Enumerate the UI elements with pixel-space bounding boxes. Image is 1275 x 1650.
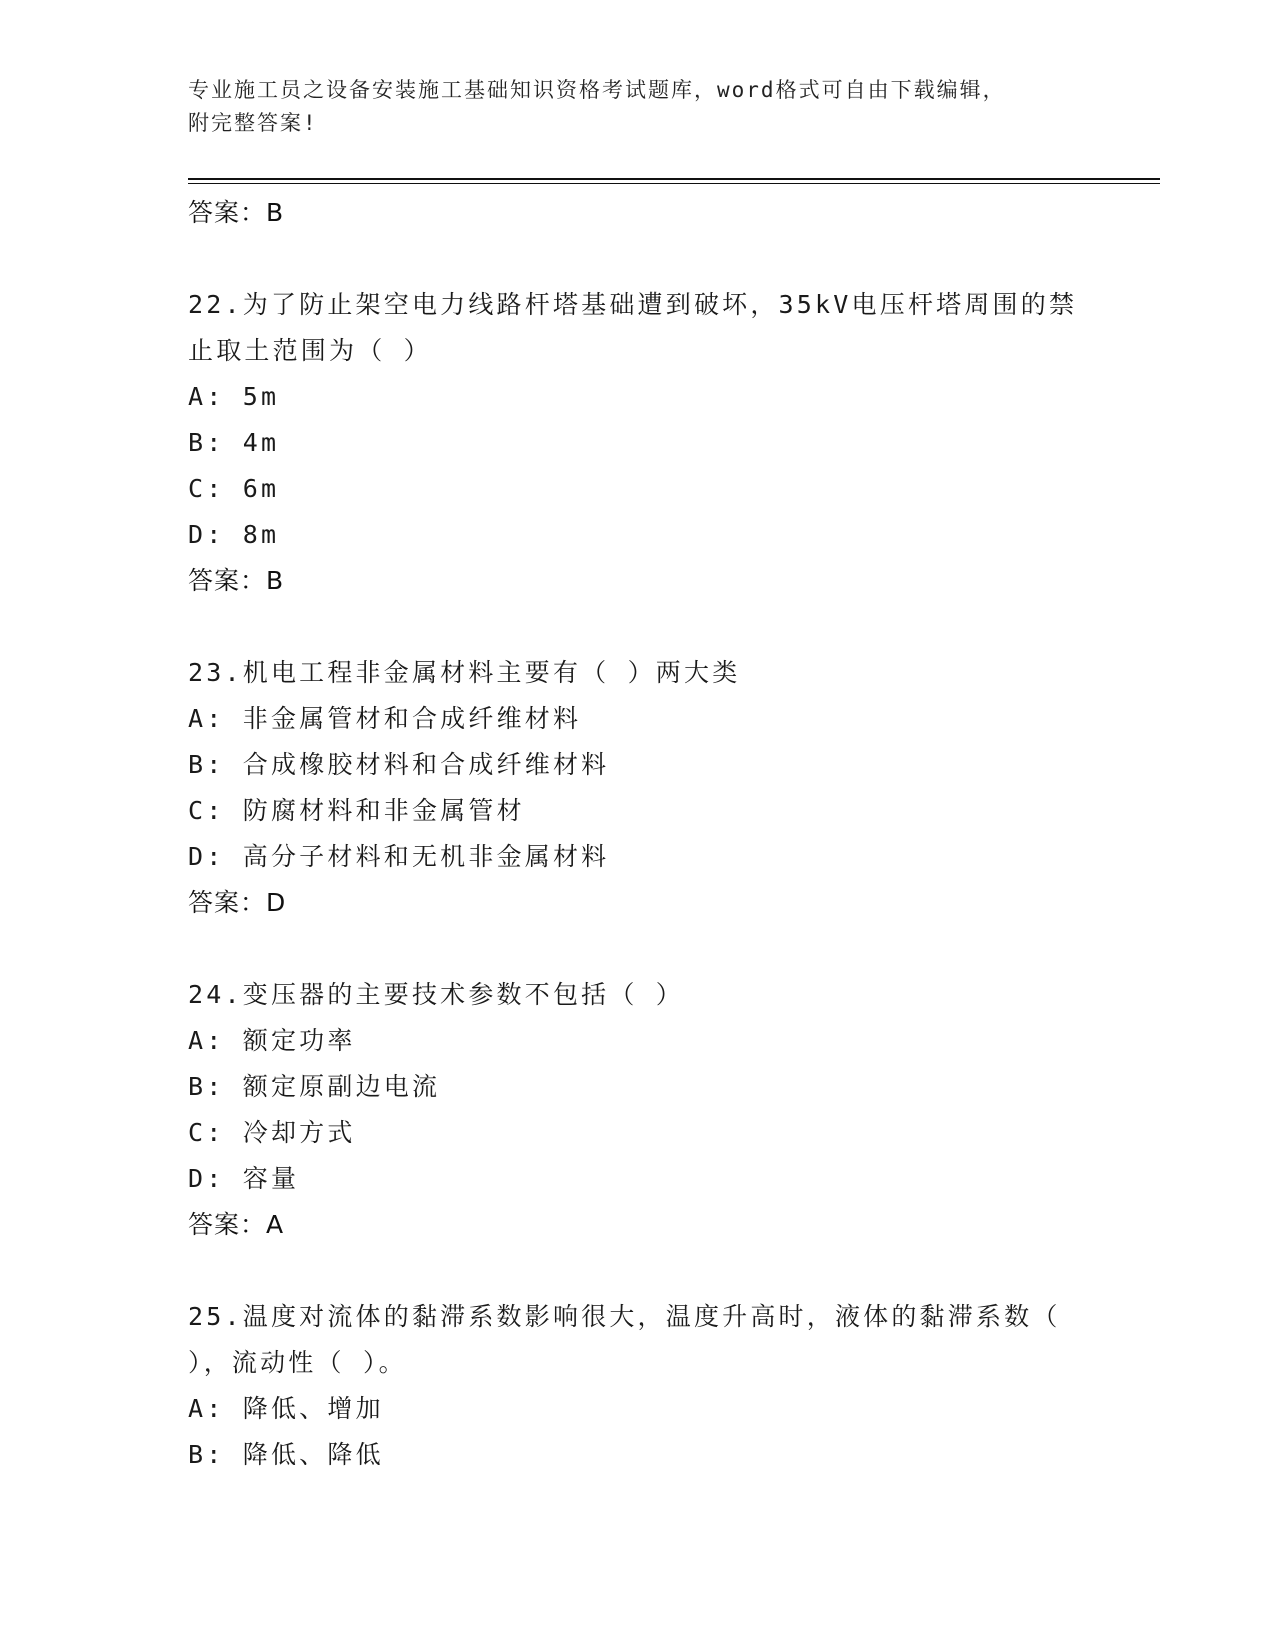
option-letter: A: — [188, 704, 225, 733]
question-list — [188, 190, 1148, 1478]
option-letter: D: — [188, 842, 225, 871]
option-d — [188, 1156, 1148, 1202]
option-a — [188, 696, 1148, 742]
option-text: 8m — [242, 520, 280, 549]
previous-answer: 答案：B — [188, 198, 285, 227]
option-c — [188, 1110, 1148, 1156]
option-text: 额定原副边电流 — [242, 1072, 441, 1101]
header-divider — [188, 178, 1160, 184]
question-text-line-1: 25.温度对流体的黏滞系数影响很大，温度升高时，液体的黏滞系数（ — [188, 1302, 1061, 1331]
document-header — [188, 74, 1088, 140]
option-d — [188, 512, 1148, 558]
header-line-1: 专业施工员之设备安装施工基础知识资格考试题库，word格式可自由下载编辑， — [188, 78, 1006, 102]
option-text: 6m — [242, 474, 280, 503]
option-text: 高分子材料和无机非金属材料 — [242, 842, 610, 871]
question-text — [188, 282, 1148, 374]
option-text: 非金属管材和合成纤维材料 — [242, 704, 582, 733]
option-letter: A: — [188, 1394, 225, 1423]
option-b — [188, 420, 1148, 466]
question-text — [188, 972, 1148, 1018]
question-text — [188, 1294, 1148, 1386]
answer-line: 答案：B — [188, 566, 285, 595]
option-text: 5m — [242, 382, 280, 411]
option-a — [188, 374, 1148, 420]
option-letter: C: — [188, 1118, 225, 1147]
option-c — [188, 788, 1148, 834]
question-text-line-2: ），流动性（ ）。 — [188, 1348, 407, 1377]
question-22 — [188, 282, 1148, 604]
question-text-line-1: 22.为了防止架空电力线路杆塔基础遭到破坏，35kV电压杆塔周围的禁 — [188, 290, 1078, 319]
option-letter: B: — [188, 1072, 225, 1101]
answer-line: 答案：A — [188, 1210, 285, 1239]
question-text-line-2: 止取土范围为（ ） — [188, 336, 432, 365]
option-d — [188, 834, 1148, 880]
answer-line: 答案：D — [188, 888, 287, 917]
question-24 — [188, 972, 1148, 1248]
question-text — [188, 650, 1148, 696]
option-text: 降低、增加 — [242, 1394, 384, 1423]
option-letter: D: — [188, 1164, 225, 1193]
option-c — [188, 466, 1148, 512]
option-b — [188, 742, 1148, 788]
question-23 — [188, 650, 1148, 926]
option-a — [188, 1018, 1148, 1064]
option-letter: B: — [188, 428, 225, 457]
option-b — [188, 1064, 1148, 1110]
option-letter: B: — [188, 750, 225, 779]
option-text: 防腐材料和非金属管材 — [242, 796, 525, 825]
question-text-line-1: 24.变压器的主要技术参数不包括（ ） — [188, 980, 685, 1009]
question-text-line-1: 23.机电工程非金属材料主要有（ ）两大类 — [188, 658, 741, 687]
option-text: 冷却方式 — [242, 1118, 356, 1147]
option-letter: A: — [188, 1026, 225, 1055]
option-text: 4m — [242, 428, 280, 457]
option-letter: D: — [188, 520, 225, 549]
option-b — [188, 1432, 1148, 1478]
option-letter: A: — [188, 382, 225, 411]
option-letter: B: — [188, 1440, 225, 1469]
option-text: 额定功率 — [242, 1026, 356, 1055]
option-letter: C: — [188, 796, 225, 825]
header-line-2: 附完整答案! — [188, 111, 318, 135]
option-text: 合成橡胶材料和合成纤维材料 — [242, 750, 610, 779]
option-text: 降低、降低 — [242, 1440, 384, 1469]
option-letter: C: — [188, 474, 225, 503]
question-25 — [188, 1294, 1148, 1478]
option-text: 容量 — [242, 1164, 300, 1193]
option-a — [188, 1386, 1148, 1432]
